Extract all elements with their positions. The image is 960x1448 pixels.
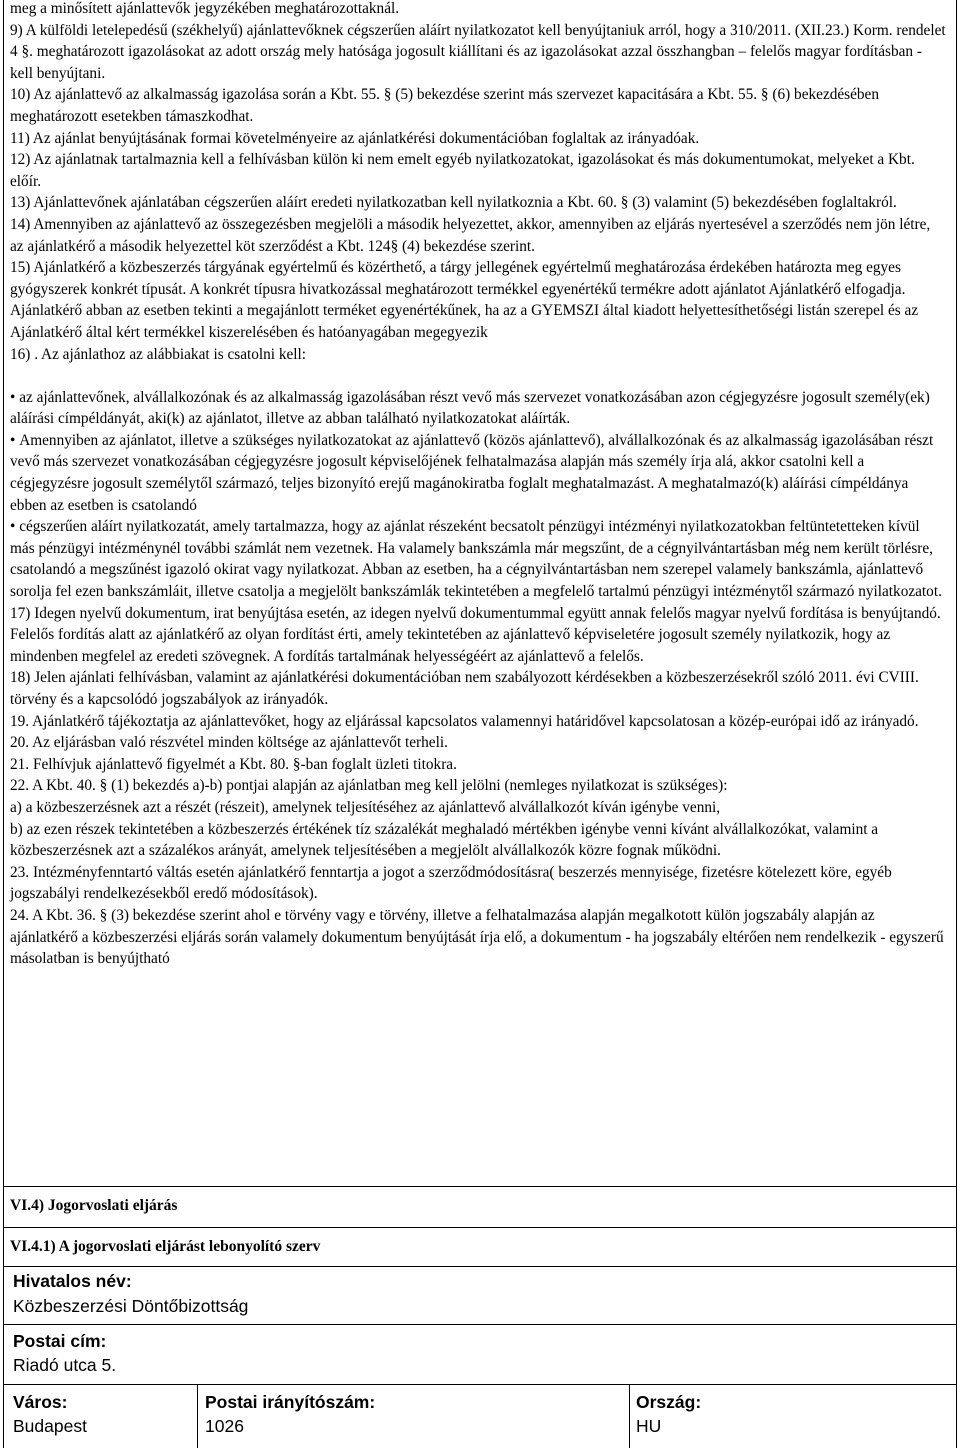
column-divider [197, 1384, 198, 1448]
paragraph: 24. A Kbt. 36. § (3) bekezdése szerint ahol e törvény vagy e törvény, illetve a felhatalmazása alapján megalkotott külön jogszabály alapján az ajánlatkérő a közbeszerzési eljárás során valamely dokumentum benyújtását írja elő, a dokumentum - ha jogszabály eltérően nem rendelkezik - egyszerű másolatban is benyújtható [10, 906, 944, 968]
city-value: Budapest [13, 1416, 87, 1436]
section-heading-vi4: VI.4) Jogorvoslati eljárás [10, 1197, 178, 1214]
postal-address-value: Riadó utca 5. [13, 1355, 117, 1375]
paragraph: 16) . Az ajánlathoz az alábbiakat is csatolni kell: [10, 345, 307, 363]
paragraph: 23. Intézményfenntartó váltás esetén ajánlatkérő fenntartja a jogot a szerződmódosításra( beszerzés mennyisége, fizetésre kötelezett köre, egyéb jogszabályi rendelkezésekből eredő módosítások). [10, 863, 892, 903]
paragraph: 11) Az ajánlat benyújtásának formai követelményeire az ajánlatkérési dokumentációban foglaltak az irányadóak. [10, 129, 700, 147]
section-divider [3, 1186, 957, 1187]
paragraph: 20. Az eljárásban való részvétel minden költsége az ajánlattevőt terheli. [10, 734, 448, 752]
section-divider [3, 1227, 957, 1228]
paragraph: 15) Ajánlatkérő a közbeszerzés tárgyának egyértelmű és közérthető, a tárgy jellegének egyértelmű meghatározása érdekében határozta meg egyes gyógyszerek konkrét típusát. A konkrét típusra hivatkozással meghatározott termékkel egyenértékű termékre adott ajánlatot Ajánlatkérő elfogadja. Ajánlatkérő abban az esetben tekinti a megajánlott terméket egyenértékűnek, ha az a GYEMSZI által kiadott helyettesíthetőségi listán szerepel és az Ajánlatkérő által kért termékkel kiszerelésében és hatóanyagában megegyezik [10, 259, 919, 341]
city-label: Város: [13, 1392, 68, 1412]
paragraph: 14) Amennyiben az ajánlattevő az összegezésben megjelöli a második helyezettet, akkor, amennyiben az eljárás nyertesével a szerződés nem jön létre, az ajánlatkérő a második helyezettel köt szerződést a Kbt. 124§ (4) bekezdése szerint. [10, 215, 931, 255]
bullet-item [10, 430, 946, 516]
additional-information-text [10, 0, 946, 970]
field-divider [3, 1384, 957, 1385]
bullet-text: az ajánlattevőnek, alvállalkozónak és az alkalmasság igazolásában részt vevő más szervezet vonatkozásában azon cégjegyzésre jogosult személy(ek) aláírási címpéldányát, aki(k) az ajánlatot, illetve az abban található nyilatkozatokat aláírták. [10, 388, 930, 428]
paragraph: 21. Felhívjuk ajánlattevő figyelmét a Kbt. 80. §-ban foglalt üzleti titokra. [10, 755, 457, 773]
country-label: Ország: [636, 1392, 702, 1412]
paragraph: 19. Ajánlatkérő tájékoztatja az ajánlattevőket, hogy az eljárással kapcsolatos valamennyi határidővel kapcsolatosan a közép-európai idő az irányadó. [10, 712, 919, 730]
bullet-item [10, 516, 946, 602]
paragraph: 10) Az ajánlattevő az alkalmasság igazolása során a Kbt. 55. § (5) bekezdése szerint más szervezet kapacitására a Kbt. 55. § (6) bekezdésében meghatározott esetekben támaszkodhat. [10, 86, 879, 125]
paragraph: 12) Az ajánlatnak tartalmaznia kell a felhívásban külön ki nem emelt egyéb nyilatkozatokat, igazolásokat és más dokumentumokat, melyeket a Kbt. előír. [10, 151, 915, 190]
paragraph: 13) Ajánlattevőnek ajánlatában cégszerűen aláírt eredeti nyilatkozatban kell nyilatkoznia a Kbt. 60. § (3) valamint (5) bekezdésében foglaltakról. [10, 194, 897, 212]
bullet-icon: • [10, 388, 20, 406]
paragraph: 22. A Kbt. 40. § (1) bekezdés a)-b) pontjai alapján az ajánlatban meg kell jelölni (nemleges nyilatkozat is szükséges): [10, 777, 728, 795]
bullet-icon: • [10, 518, 20, 536]
official-name-label: Hivatalos név: [13, 1271, 132, 1291]
section-divider [3, 1266, 957, 1267]
field-divider [3, 1324, 957, 1325]
paragraph: a) a közbeszerzésnek azt a részét (részeit), amelynek teljesítéséhez az ajánlattevő alvállalkozót kíván igénybe venni, [10, 798, 721, 816]
paragraph: b) az ezen részek tekintetében a közbeszerzés értékének tíz százalékát meghaladó mértékben igénybe venni kívánt alvállalkozókat, valamint a közbeszerzésnek azt a százalékos arányát, amelynek teljesítésében a megjelölt alvállalkozók közre fognak működni. [10, 820, 879, 860]
postal-address-label: Postai cím: [13, 1331, 107, 1351]
postal-code-value: 1026 [205, 1416, 244, 1436]
section-heading-vi41: VI.4.1) A jogorvoslati eljárást lebonyolító szerv [10, 1238, 321, 1255]
postal-code-label: Postai irányítószám: [205, 1392, 376, 1412]
paragraph: 18) Jelen ajánlati felhívásban, valamint az ajánlatkérési dokumentációban nem szabályozott kérdésekben a közbeszerzésekről szóló 2011. évi CVIII. törvény és a kapcsolódó jogszabályok az irányadók. [10, 669, 919, 708]
official-name-value: Közbeszerzési Döntőbizottság [13, 1296, 249, 1316]
bullet-icon: • [10, 431, 20, 449]
bullet-item [10, 387, 946, 430]
column-divider [629, 1384, 630, 1448]
paragraph: meg a minősített ajánlattevők jegyzékében meghatározottaknál. [10, 0, 400, 17]
country-value: HU [636, 1416, 662, 1436]
paragraph: 9) A külföldi letelepedésű (székhelyű) ajánlattevőknek cégszerűen aláírt nyilatkozatot kell benyújtaniuk arról, hogy a 310/2011. (XII.23.) Korm. rendelet 4 §. meghatározott igazolásokat az adott ország mely hatósága jogosult kiállítani és az igazolásokat azzal összhangban – felelős magyar fordításban - kell benyújtani. [10, 21, 946, 82]
paragraph: 17) Idegen nyelvű dokumentum, irat benyújtása esetén, az idegen nyelvű dokumentummal együtt annak felelős magyar nyelvű fordítása is benyújtandó. Felelős fordítás alatt az ajánlatkérő az olyan fordítást érti, amely tekintetében az ajánlattevő képviseletére jogosult személy nyilatkozik, hogy az mindenben megfelel az eredeti szövegnek. A fordítás tartalmának helyességéért az ajánlattevő a felelős. [10, 604, 941, 665]
bullet-text: cégszerűen aláírt nyilatkozatát, amely tartalmazza, hogy az ajánlat részeként becsatolt pénzügyi intézményi nyilatkozatokban feltüntetetteken kívül más pénzügyi intézménynél további számlát nem vezetnek. Ha valamely bankszámla már megszűnt, de a cégnyilvántartásban még nem került törlésre, csatolandó a megszűnést igazoló okirat vagy nyilatkozat. Abban az esetben, ha a cégnyilvántartásban nem szerepel valamely bankszámla, ajánlattevő sorolja fel ezen bankszámláit, illetve csatolja a megjelölt bankszámlák tekintetében a megfelelő tartalmú pénzügyi intézménytől származó nyilatkozatot. [10, 518, 942, 601]
bullet-text: Amennyiben az ajánlatot, illetve a szükséges nyilatkozatokat az ajánlattevő (közös ajánlattevő), alvállalkozónak és az alkalmasság igazolásában részt vevő más szervezet vonatkozásában cégjegyzésre jogosult képviselőjének felhatalmazása alapján más személy írja alá, akkor csatolni kell a cégjegyzésre jogosult személytől származó, teljes bizonyító erejű magánokiratba foglalt meghatalmazást. A meghatalmazó(k) aláírási címpéldánya ebben az esetben is csatolandó [10, 431, 934, 514]
